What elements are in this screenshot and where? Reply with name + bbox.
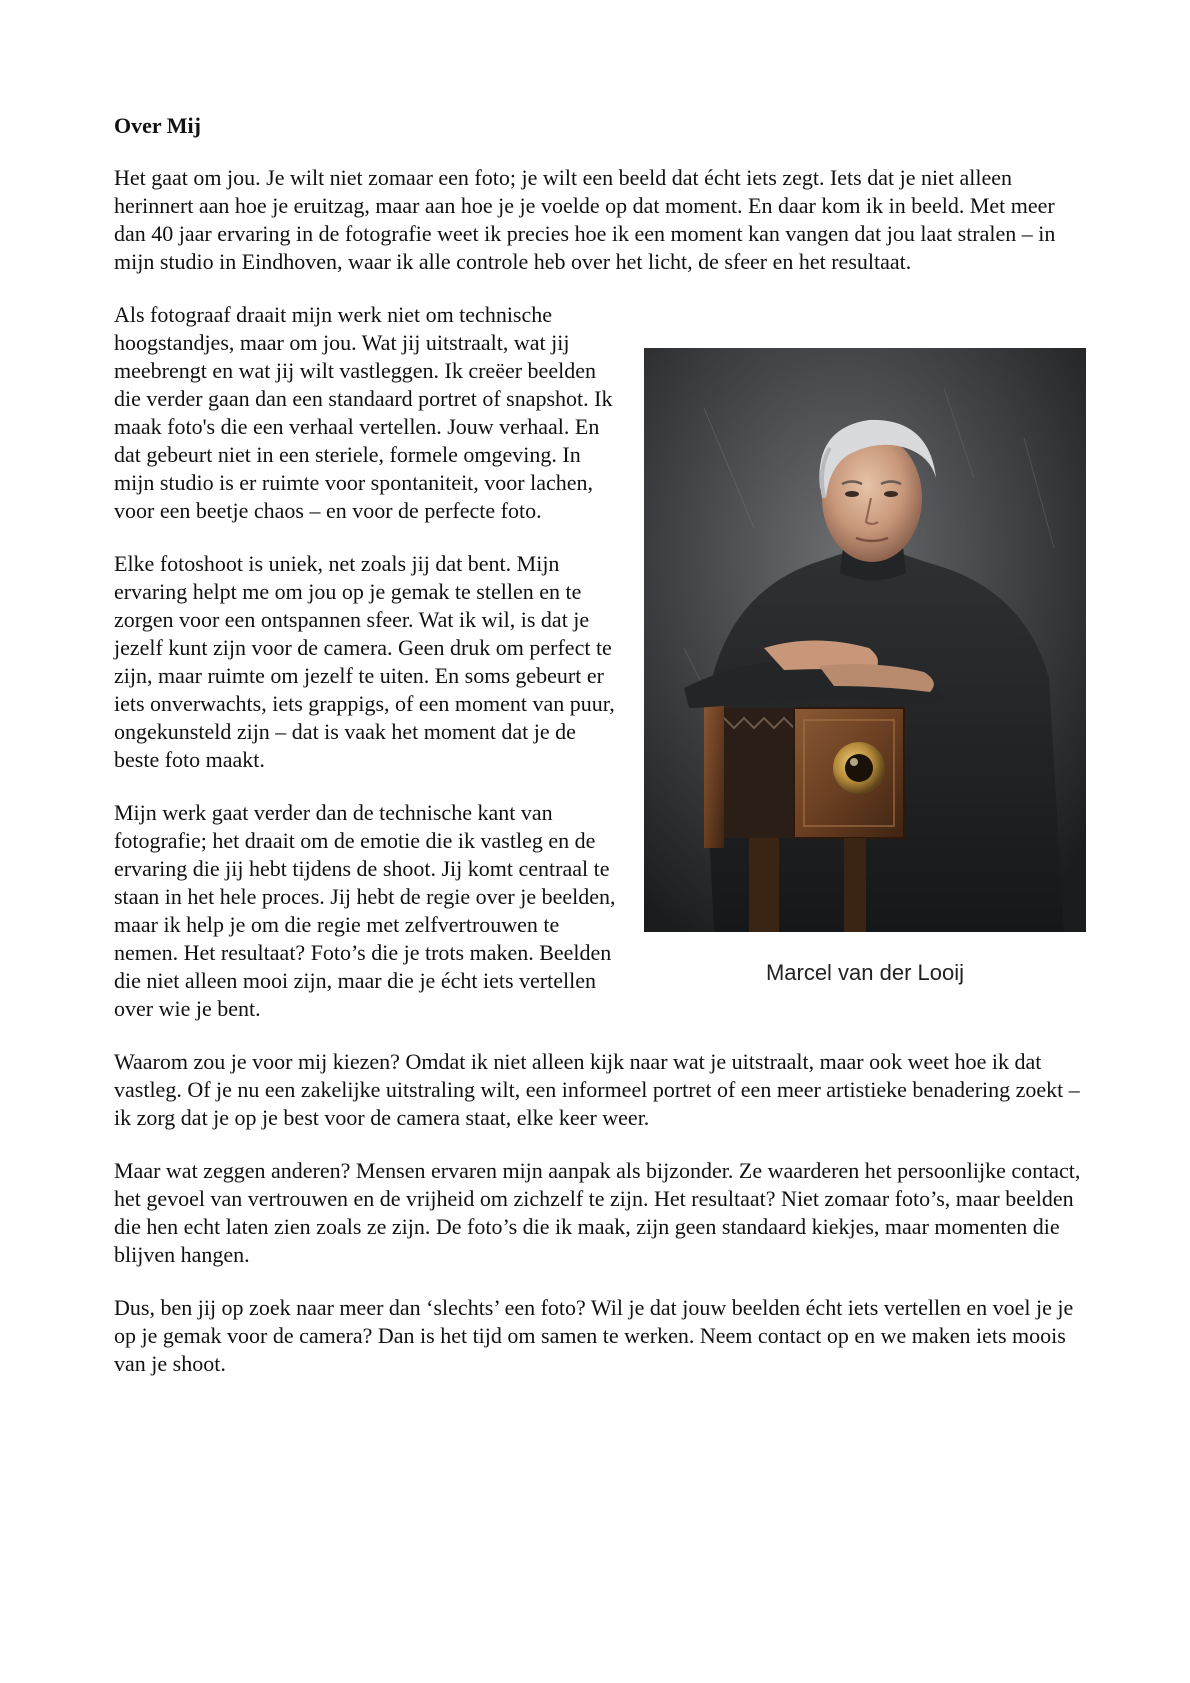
paragraph-why-me: Waarom zou je voor mij kiezen? Omdat ik niet alleen kijk naar wat je uitstraalt, maar ook weet hoe ik dat vastleg. Of je nu een zakelijke uitstraling wilt, een informeel portret of een meer artistieke benadering zoekt – ik zorg dat je op je best voor de camera staat, elke keer weer. <box>114 1049 1080 1130</box>
portrait-figure <box>644 348 1086 986</box>
paragraph-testimonials: Maar wat zeggen anderen? Mensen ervaren mijn aanpak als bijzonder. Ze waarderen het persoonlijke contact, het gevoel van vertrouwen en de vrijheid om zichzelf te zijn. Het resultaat? Niet zomaar foto’s, maar beelden die hen echt laten zien zoals ze zijn. De foto’s die ik maak, zijn geen standaard kiekjes, maar momenten die blijven hangen. <box>114 1158 1081 1267</box>
portrait-photo <box>644 348 1086 932</box>
page-title: Over Mij <box>114 113 201 138</box>
portrait-caption: Marcel van der Looij <box>765 960 965 985</box>
paragraph-call-to-action: Dus, ben jij op zoek naar meer dan ‘slechts’ een foto? Wil je dat jouw beelden écht iets vertellen en voel je je op je gemak voor de camera? Dan is het tijd om samen te werken. Neem contact op en we maken iets moois van je shoot. <box>114 1295 1074 1376</box>
portrait-illustration <box>644 348 1086 932</box>
paragraph-unique-shoot: Elke fotoshoot is uniek, net zoals jij dat bent. Mijn ervaring helpt me om jou op je gemak te stellen en te zorgen voor een ontspannen sfeer. Wat ik wil, is dat je jezelf kunt zijn voor de camera. Geen druk om perfect te zijn, maar ruimte om jezelf te uiten. En soms gebeurt er iets onverwachts, iets grappigs, of een moment van puur, ongekunsteld zijn – dat is vaak het moment dat je de beste foto maakt. <box>114 551 615 772</box>
paragraph-intro: Het gaat om jou. Je wilt niet zomaar een foto; je wilt een beeld dat écht iets zegt. Iets dat je niet alleen herinnert aan hoe je eruitzag, maar aan hoe je je voelde op dat moment. En daar kom ik in beeld. Met meer dan 40 jaar ervaring in de fotografie weet ik precies hoe ik een moment kan vangen dat jou laat stralen – in mijn studio in Eindhoven, waar ik alle controle heb over het licht, de sfeer en het resultaat. <box>114 165 1056 274</box>
about-page <box>114 112 1086 1403</box>
paragraph-emotion: Mijn werk gaat verder dan de technische kant van fotografie; het draait om de emotie die ik vastleg en de ervaring die jij hebt tijdens de shoot. Jij komt centraal te staan in het hele proces. Jij hebt de regie over je beelden, maar ik help je om die regie met zelfvertrouwen te nemen. Het resultaat? Foto’s die je trots maken. Beelden die niet alleen mooi zijn, maar die je écht iets vertellen over wie je bent. <box>114 800 616 1021</box>
paragraph-approach: Als fotograaf draait mijn werk niet om technische hoogstandjes, maar om jou. Wat jij uitstraalt, wat jij meebrengt en wat jij wilt vastleggen. Ik creëer beelden die verder gaan dan een standaard portret of snapshot. Ik maak foto's die een verhaal vertellen. Jouw verhaal. En dat gebeurt niet in een steriele, formele omgeving. In mijn studio is er ruimte voor spontaniteit, voor lachen, voor een beetje chaos – en voor de perfecte foto. <box>114 302 613 523</box>
